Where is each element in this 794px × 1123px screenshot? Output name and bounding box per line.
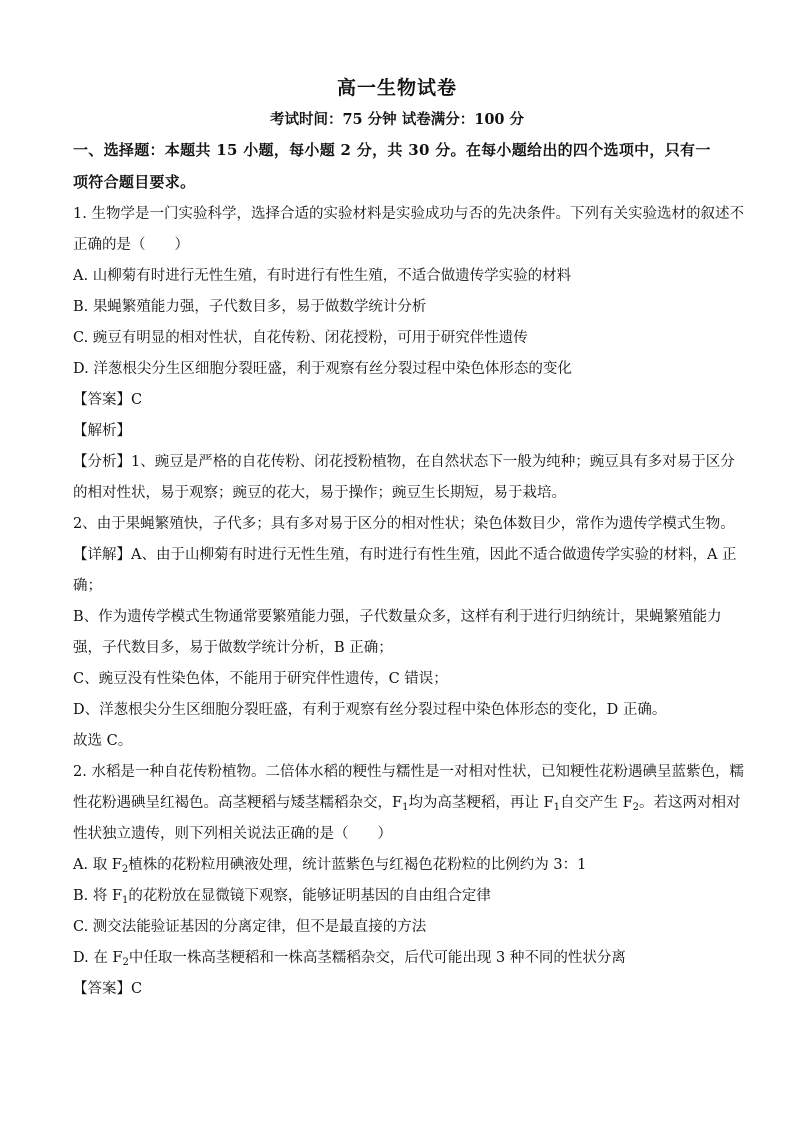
q2-stem-line1: 2. 水稻是一种自花传粉植物。二倍体水稻的粳性与糯性是一对相对性状，已知粳性花粉遇碘呈蓝紫色，糯 [73, 764, 744, 780]
q1-analysis-line9: D、洋葱根尖分生区细胞分裂旺盛，有利于观察有丝分裂过程中染色体形态的变化，D 正确。 [73, 702, 667, 718]
q2-stem-line2: 性花粉遇碘呈红褐色。高茎粳稻与矮茎糯稻杂交，$F_1$均为高茎粳稻，再让 $F_1$自交产生 $F_2$。若这两对相对 [73, 795, 741, 813]
q1-analysis-line6: B、作为遗传学模式生物通常要繁殖能力强，子代数量众多，这样有利于进行归纳统计，果蝇繁殖能力 [73, 609, 722, 625]
q2-option-b: B. 将 $F_1$的花粉放在显微镜下观察，能够证明基因的自由组合定律 [73, 888, 491, 906]
q1-analysis-line8: C、豌豆没有性染色体，不能用于研究伴性遗传，C 错误； [73, 671, 448, 687]
section-heading-line1: 一、选择题：本题共 15 小题，每小题 2 分，共 30 分。在每小题给出的四个选项中，只有一 [73, 141, 711, 159]
q2-answer: 【答案】C [73, 981, 143, 997]
q1-analysis-line7: 强，子代数目多，易于做数学统计分析，B 正确； [73, 640, 393, 656]
exam-info: 考试时间：75 分钟 试卷满分：100 分 [269, 111, 525, 128]
section-heading-line2: 项符合题目要求。 [73, 173, 196, 191]
q1-option-b: B. 果蝇繁殖能力强，子代数目多，易于做数学统计分析 [73, 299, 427, 315]
q1-option-d: D. 洋葱根尖分生区细胞分裂旺盛，利于观察有丝分裂过程中染色体形态的变化 [73, 361, 572, 377]
q1-stem-line2: 正确的是（ ） [73, 237, 189, 253]
q1-analysis-line4: 【详解】A、由于山柳菊有时进行无性生殖，有时进行有性生殖，因此不适合做遗传学实验的材料，A 正 [73, 547, 737, 563]
q1-stem-line1: 1. 生物学是一门实验科学，选择合适的实验材料是实验成功与否的先决条件。下列有关实验选材的叙述不 [73, 206, 744, 222]
q1-analysis-line1: 【分析】1、豌豆是严格的自花传粉、闭花授粉植物，在自然状态下一般为纯种；豌豆具有多对易于区分 [73, 454, 735, 470]
q1-analysis-line3: 2、由于果蝇繁殖快，子代多；具有多对易于区分的相对性状；染色体数目少，常作为遗传学模式生物。 [73, 516, 735, 532]
q1-analysis-line5: 确； [73, 578, 102, 594]
q2-option-d: D. 在 $F_2$中任取一株高茎粳稻和一株高茎糯稻杂交，后代可能出现 3 种不同的性状分离 [73, 950, 626, 968]
q1-analysis-line10: 故选 C。 [73, 733, 133, 749]
q1-answer: 【答案】C [73, 392, 143, 408]
q1-analysis-line2: 的相对性状，易于观察；豌豆的花大，易于操作；豌豆生长期短，易于栽培。 [73, 485, 566, 501]
q2-option-c: C. 测交法能验证基因的分离定律，但不是最直接的方法 [73, 919, 427, 935]
q1-option-a: A. 山柳菊有时进行无性生殖，有时进行有性生殖，不适合做遗传学实验的材料 [73, 268, 572, 284]
page-title: 高一生物试卷 [336, 77, 457, 99]
q1-analysis-label: 【解析】 [73, 423, 131, 439]
q2-stem-line3: 性状独立遗传，则下列相关说法正确的是（ ） [73, 826, 392, 842]
q2-option-a: A. 取 $F_2$植株的花粉粒用碘液处理，统计蓝紫色与红褐色花粉粒的比例约为 3：1 [73, 857, 587, 875]
q1-option-c: C. 豌豆有明显的相对性状，自花传粉、闭花授粉，可用于研究伴性遗传 [73, 330, 528, 346]
